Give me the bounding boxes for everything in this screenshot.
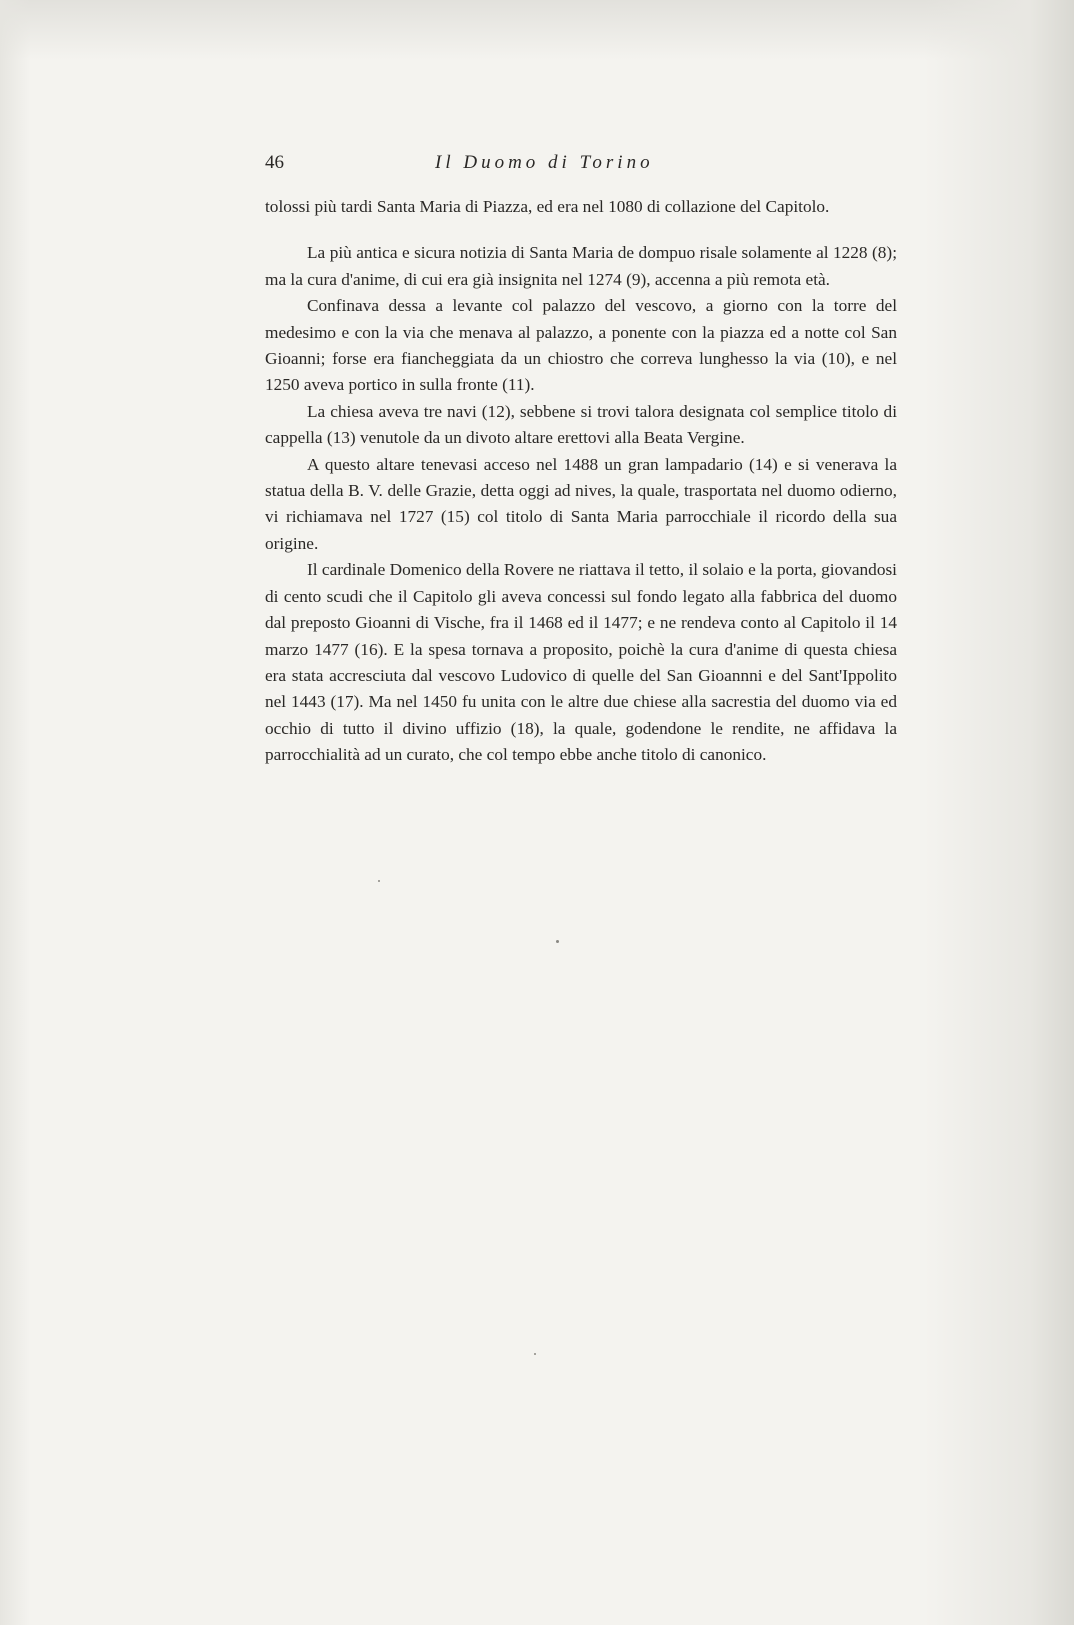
page-number: 46	[265, 152, 284, 173]
running-head	[265, 152, 897, 180]
page-shadow-top	[0, 0, 1074, 60]
page-shadow-right	[924, 0, 1074, 1625]
paragraph-6: Il cardinale Domenico della Rovere ne riattava il tetto, il solaio e la porta, giovandosi di cento scudi che il Capitolo gli aveva concessi sul fondo legato alla fabbrica del duomo dal preposto Gioanni di Vische, fra il 1468 ed il 1477; e ne rendeva conto al Capitolo il 14 marzo 1477 (16). E la spesa tornava a proposito, poichè la cura d'anime di questa chiesa era stata accresciuta dal vescovo Ludovico di quelle del San Gioannni e del Sant'Ippolito nel 1443 (17). Ma nel 1450 fu unita con le altre due chiese alla sacrestia del duomo via ed occhio di tutto il divino uffizio (18), la quale, godendone le rendite, ne affidava la parrocchialità ad un curato, che col tempo ebbe anche titolo di canonico.	[265, 560, 897, 765]
running-title: Il Duomo di Torino	[435, 152, 654, 173]
paragraph-5: A questo altare tenevasi acceso nel 1488 un gran lampadario (14) e si venerava la statua della B. V. delle Grazie, detta oggi ad nives, la quale, trasportata nel duomo odierno, vi richiamava nel 1727 (15) col titolo di Santa Maria parrocchiale il ricordo della sua origine.	[265, 454, 897, 553]
paragraph-4: La chiesa aveva tre navi (12), sebbene si trovi talora designata col semplice titolo di cappella (13) venutole da un divoto altare erettovi alla Beata Vergine.	[265, 401, 897, 448]
ink-speck	[378, 880, 380, 882]
ink-speck	[534, 1353, 536, 1355]
page-text-block	[265, 152, 897, 769]
ink-speck	[556, 940, 559, 943]
paragraph-3: Confinava dessa a levante col palazzo del vescovo, a giorno con la torre del medesimo e con la via che menava al palazzo, a ponente con la piazza ed a notte col San Gioanni; forse era fiancheggiata da un chiostro che correva lunghesso la via (10), e nel 1250 aveva portico in sulla fronte (11).	[265, 296, 897, 395]
paragraph-1: tolossi più tardi Santa Maria di Piazza, ed era nel 1080 di collazione del Capitolo.	[265, 197, 830, 216]
page-shadow-left	[0, 0, 30, 1625]
paragraph-2: La più antica e sicura notizia di Santa Maria de dompuo risale solamente al 1228 (8); ma la cura d'anime, di cui era già insignita nel 1274 (9), accenna a più remota età.	[265, 243, 897, 289]
